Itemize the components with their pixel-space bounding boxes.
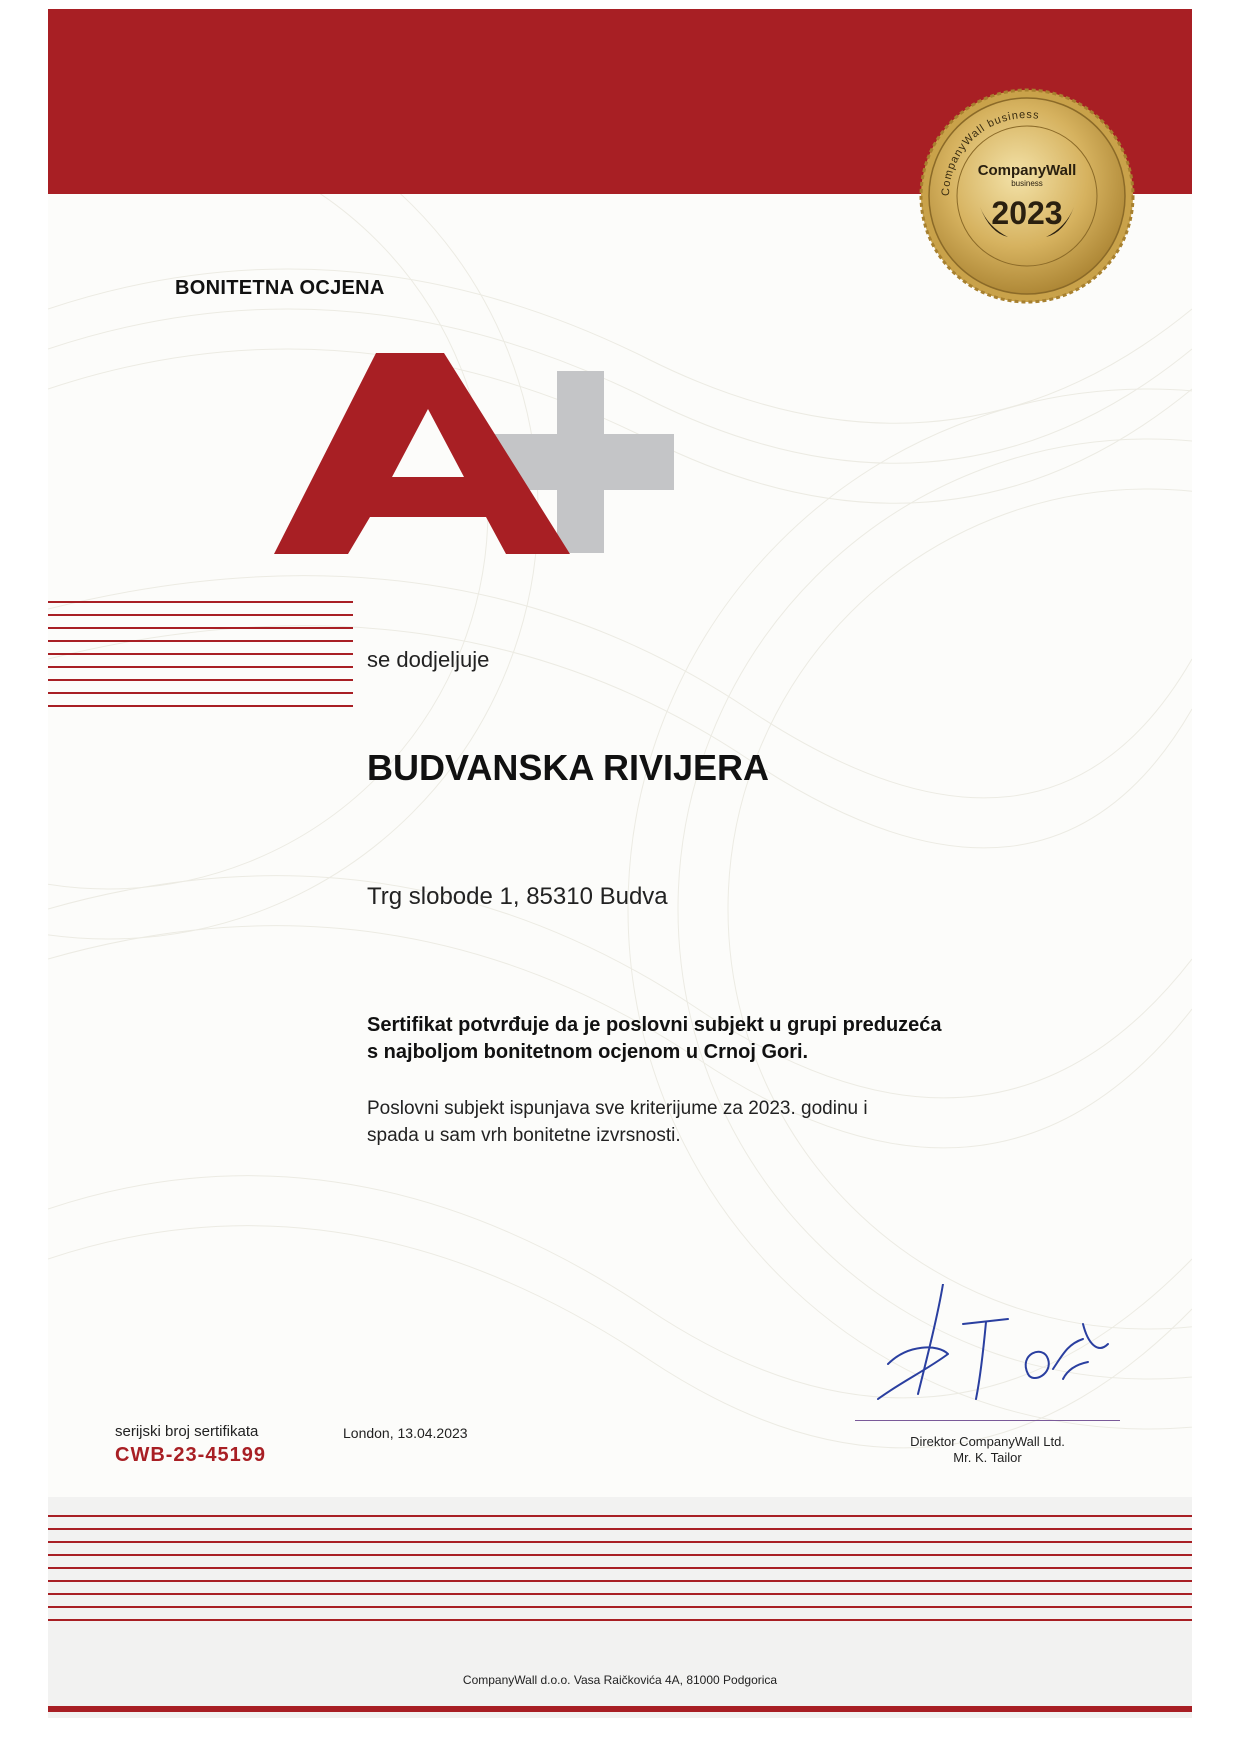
bottom-rule: [48, 1706, 1192, 1712]
serial-number-label: serijski broj sertifikata: [115, 1423, 259, 1440]
awarded-to-text: se dodjeljuje: [367, 647, 490, 672]
decorative-lines-bottom: [48, 1515, 1192, 1621]
signatory-block: [855, 1434, 1120, 1466]
companywall-seal: [918, 87, 1136, 305]
company-name: BUDVANSKA RIVIJERA: [367, 747, 770, 788]
signatory-name: Mr. K. Tailor: [953, 1450, 1022, 1465]
serial-number: CWB-23-45199: [115, 1444, 266, 1466]
certification-line-1: Sertifikat potvrđuje da je poslovni subjekt u grupi preduzeća: [367, 1014, 942, 1036]
footer-company-address: CompanyWall d.o.o. Vasa Raičkovića 4A, 81000 Podgorica: [462, 1673, 778, 1687]
criteria-statement: [367, 1095, 1087, 1149]
issue-place-date: London, 13.04.2023: [343, 1425, 468, 1441]
company-address: Trg slobode 1, 85310 Budva: [367, 883, 668, 910]
grade-mark-a-plus: [274, 349, 734, 564]
seal-brand-sub: business: [1011, 179, 1043, 188]
certification-statement: [367, 1012, 1087, 1066]
director-signature: [868, 1284, 1128, 1424]
signatory-title: Direktor CompanyWall Ltd.: [910, 1434, 1065, 1449]
criteria-line-2: spada u sam vrh bonitetne izvrsnosti.: [367, 1125, 681, 1146]
seal-ring-text: CompanyWall business: [939, 108, 1041, 197]
signature-line: [855, 1420, 1120, 1421]
seal-year: 2023: [991, 195, 1063, 231]
rating-heading: BONITETNA OCJENA: [175, 277, 385, 299]
certificate-page: [48, 9, 1192, 1718]
decorative-lines-left: [48, 601, 353, 711]
certification-line-2: s najboljom bonitetnom ocjenom u Crnoj Gori.: [367, 1041, 809, 1063]
seal-brand: CompanyWall: [977, 162, 1077, 179]
criteria-line-1: Poslovni subjekt ispunjava sve kriterijume za 2023. godinu i: [367, 1098, 868, 1119]
